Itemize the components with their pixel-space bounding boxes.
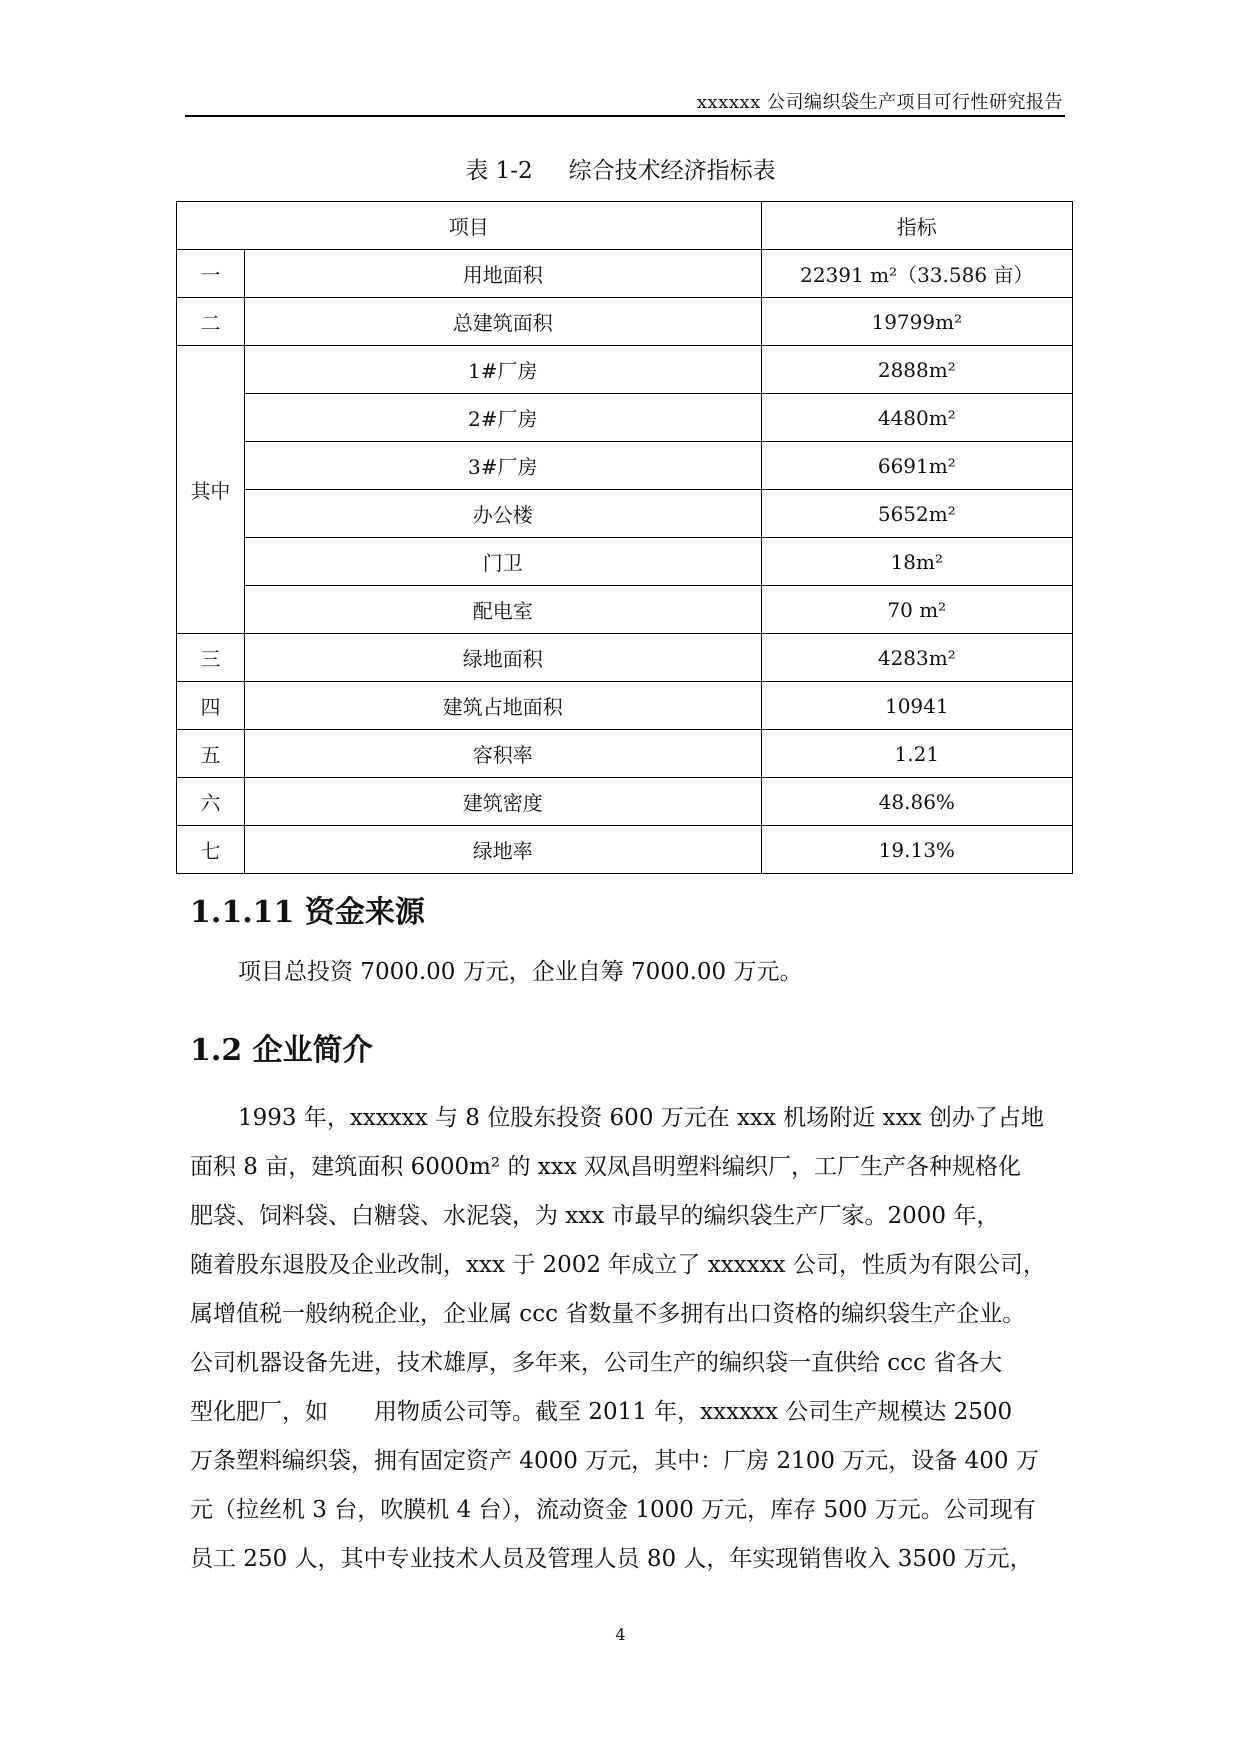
paragraph-line: 万条塑料编织袋，拥有固定资产 4000 万元，其中：厂房 2100 万元，设备 400 万 [190,1448,1039,1474]
row-item: 总建筑面积 [244,298,761,346]
row-item: 容积率 [244,730,761,778]
row-item: 绿地率 [244,826,761,874]
table-caption [0,152,1241,185]
table-number: 表 1-2 [465,158,533,184]
funding-paragraph: 项目总投资 7000.00 万元，企业自筹 7000.00 万元。 [238,959,803,985]
row-item: 建筑占地面积 [244,682,761,730]
row-value: 22391 m²（33.586 亩） [761,250,1072,298]
row-index: 一 [177,250,245,298]
table-title: 综合技术经济指标表 [568,158,776,184]
table-row [177,586,1073,634]
paragraph-line: 元（拉丝机 3 台，吹膜机 4 台），流动资金 1000 万元，库存 500 万元。公司现有 [190,1497,1036,1523]
table-header-row [177,202,1073,250]
table-row [177,730,1073,778]
page-number: 4 [615,1625,626,1644]
row-value: 5652m² [761,490,1072,538]
table-row [177,826,1073,874]
section-heading-company-profile: 1.2 企业简介 [190,1033,373,1068]
row-value: 19799m² [761,298,1072,346]
row-index: 三 [177,634,245,682]
paragraph-line: 员工 250 人，其中专业技术人员及管理人员 80 人，年实现销售收入 3500 万元， [190,1546,1033,1572]
table-row [177,490,1073,538]
row-item: 1#厂房 [244,346,761,394]
paragraph-line: 型化肥厂，如 用物质公司等。截至 2011 年，xxxxxx 公司生产规模达 2500 [190,1399,1013,1425]
paragraph-line: 属增值税一般纳税企业，企业属 ccc 省数量不多拥有出口资格的编织袋生产企业。 [190,1301,1026,1327]
row-index: 五 [177,730,245,778]
running-header: xxxxxx 公司编织袋生产项目可行性研究报告 [696,92,1063,113]
row-item: 2#厂房 [244,394,761,442]
table-row [177,634,1073,682]
header-indicator: 指标 [761,202,1072,250]
table-row [177,778,1073,826]
table-row [177,538,1073,586]
table-row [177,250,1073,298]
row-value: 10941 [761,682,1072,730]
row-group-label: 其中 [177,346,245,634]
indicator-table [176,201,1073,874]
row-item: 办公楼 [244,490,761,538]
row-value: 4480m² [761,394,1072,442]
row-item: 绿地面积 [244,634,761,682]
table-row [177,682,1073,730]
row-item: 3#厂房 [244,442,761,490]
paragraph-line: 面积 8 亩，建筑面积 6000m² 的 xxx 双凤昌明塑料编织厂，工厂生产各种规格化 [190,1154,1021,1180]
table-row [177,298,1073,346]
paragraph-line: 公司机器设备先进，技术雄厚，多年来，公司生产的编织袋一直供给 ccc 省各大 [190,1350,1003,1376]
row-item: 用地面积 [244,250,761,298]
company-profile-paragraph [190,1094,1062,1584]
paragraph-line: 肥袋、饲料袋、白糖袋、水泥袋，为 xxx 市最早的编织袋生产厂家。2000 年， [190,1203,1000,1229]
row-item: 建筑密度 [244,778,761,826]
row-value: 2888m² [761,346,1072,394]
row-value: 6691m² [761,442,1072,490]
row-index: 二 [177,298,245,346]
table-row [177,394,1073,442]
row-index: 七 [177,826,245,874]
paragraph-line: 随着股东退股及企业改制，xxx 于 2002 年成立了 xxxxxx 公司，性质为有限公司， [190,1252,1046,1278]
row-value: 48.86% [761,778,1072,826]
header-item: 项目 [177,202,762,250]
table-row [177,346,1073,394]
table-row [177,442,1073,490]
row-item: 配电室 [244,586,761,634]
row-index: 四 [177,682,245,730]
header-rule [185,115,1065,117]
row-value: 1.21 [761,730,1072,778]
section-heading-funding: 1.1.11 资金来源 [190,895,425,930]
paragraph-line: 1993 年，xxxxxx 与 8 位股东投资 600 万元在 xxx 机场附近 xxx 创办了占地 [238,1105,1044,1131]
row-item: 门卫 [244,538,761,586]
row-value: 18m² [761,538,1072,586]
row-index: 六 [177,778,245,826]
row-value: 4283m² [761,634,1072,682]
row-value: 70 m² [761,586,1072,634]
row-value: 19.13% [761,826,1072,874]
